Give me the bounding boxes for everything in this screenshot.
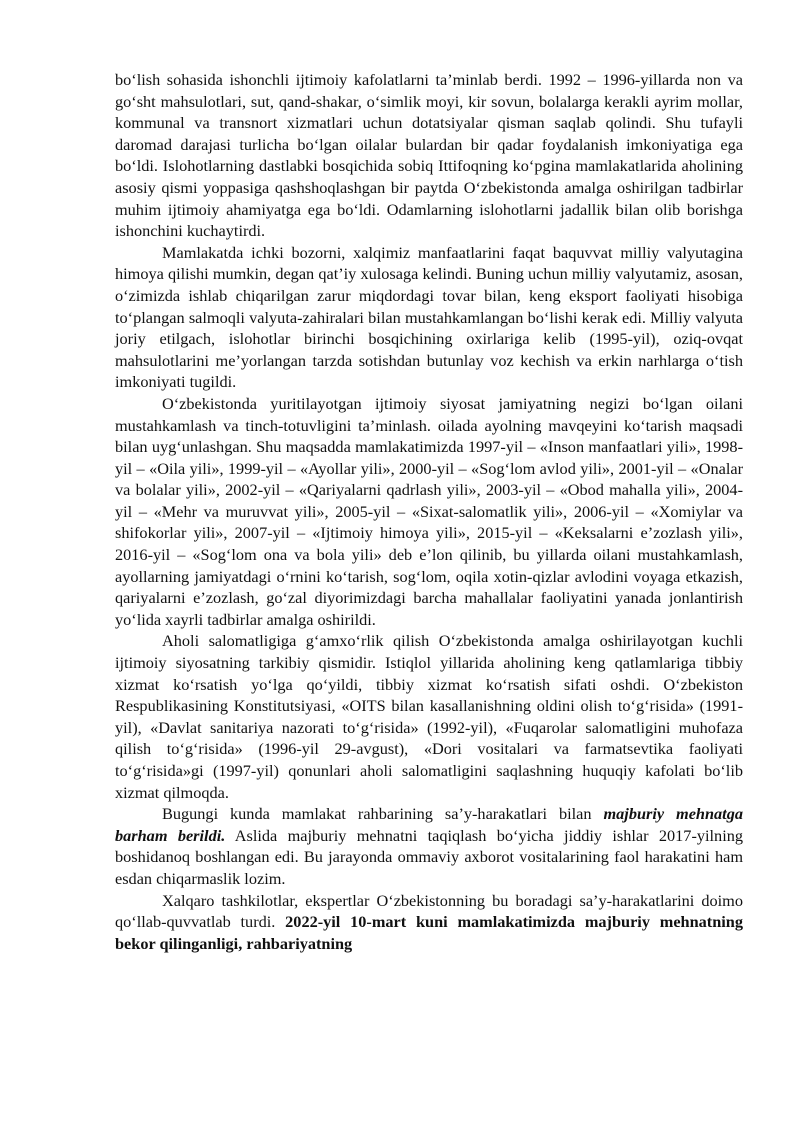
document-page [115,69,743,954]
international-support-lead-text: Xalqaro tashkilotlar, ekspertlar O‘zbekistonning bu boradagi sa’y-harakatlarini doimo qo‘llab-quvvatlab turdi. [115,890,743,932]
paragraph-international-support [115,890,743,955]
paragraph-forced-labor [115,803,743,889]
paragraph-family-policy: O‘zbekistonda yuritilayotgan ijtimoiy siyosat jamiyatning negizi bo‘lgan oilani mustahkamlash va tinch-totuvligini ta’minlash. oilada ayolning mavqeyini ko‘tarish maqsadi bilan uyg‘unlashgan. Shu maqsadda mamlakatimizda 1997-yil – «Inson manfaatlari yili», 1998-yil – «Oila yili», 1999-yil – «Ayollar yili», 2000-yil – «Sog‘lom avlod yili», 2001-yil – «Onalar va bolalar yili», 2002-yil – «Qariyalarni qadrlash yili», 2003-yil – «Obod mahalla yili», 2004-yil – «Mehr va muruvvat yili», 2005-yil – «Sixat-salomatlik yili», 2006-yil – «Xomiylar va shifokorlar yili», 2007-yil – «Ijtimoiy himoya yili», 2015-yil – «Keksalarni e’zozlash yili», 2016-yil – «Sog‘lom ona va bola yili» deb e’lon qilinib, bu yillarda oilani mustahkamlash, ayollarning jamiyatdagi o‘rnini ko‘tarish, sog‘lom, oqila xotin-qizlar avlodini voyaga etkazish, qariyalarni e’zozlash, go‘zal diyorimizdagi barcha mahallalar faoliyatini yanada jonlantirish yo‘lida xayrli tadbirlar amalga oshirildi. [115,393,743,629]
paragraph-social-guarantees: bo‘lish sohasida ishonchli ijtimoiy kafolatlarni ta’minlab berdi. 1992 – 1996-yillarda non va go‘sht mahsulotlari, sut, qand-shakar, o‘simlik moyi, kir sovun, bolalarga kerakli ayrim mollar, kommunal va transnort xizmatlari uchun dotatsiyalar qisman saqlab qolindi. Shu tufayli daromad darajasi turlicha bo‘lgan oilalar bulardan bir qadar foydalanish imkoniyatiga ega bo‘ldi. Islohotlarning dastlabki bosqichida sobiq Ittifoqning ko‘pgina mamlakatlarida aholining asosiy qismi yoppasiga qashshoqlashgan bir paytda O‘zbekistonda amalga oshirilgan tadbirlar muhim ijtimoiy ahamiyatga ega bo‘ldi. Odamlarning islohotlarni jadallik bilan olib borishga ishonchini kuchaytirdi. [115,70,743,241]
international-support-bold-text: 2022-yil 10-mart kuni mamlakatimizda majburiy mehnatning bekor qilinganligi, rahbariyatning [115,912,743,953]
forced-labor-emphasis: majburiy mehnatga barham berildi. [115,804,743,845]
paragraph-national-currency: Mamlakatda ichki bozorni, xalqimiz manfaatlarini faqat baquvvat milliy valyutagina himoya qilishi mumkin, degan qat’iy xulosaga kelindi. Buning uchun milliy valyutamiz, asosan, o‘zimizda ishlab chiqarilgan zarur miqdordagi tovar bilan, keng eksport faoliyati hisobiga to‘plangan salmoqli valyuta-zahiralari bilan mustahkamlangan bo‘lishi kerak edi. Milliy valyuta joriy etilgach, islohotlar birinchi bosqichining oxirlariga kelib (1995-yil), oziq-ovqat mahsulotlarini me’yorlangan tarzda sotishdan butunlay voz kechish va erkin narhlarga o‘tish imkoniyati tugildi. [115,242,743,392]
paragraph-public-health: Aholi salomatligiga g‘amxo‘rlik qilish O‘zbekistonda amalga oshirilayotgan kuchli ijtimoiy siyosatning tarkibiy qismidir. Istiqlol yillarida aholining keng qatlamlariga tibbiy xizmat ko‘rsatish yo‘lga qo‘yildi, tibbiy xizmat ko‘rsatish sifati oshdi. O‘zbekiston Respublikasining Konstitutsiyasi, «OITS bilan kasallanishning oldini olish to‘g‘risida» (1991-yil), «Davlat sanitariya nazorati to‘g‘risida» (1992-yil), «Fuqarolar salomatligini muhofaza qilish to‘g‘risida» (1996-yil 29-avgust), «Dori vositalari va farmatsevtika faoliyati to‘g‘risida»gi (1997-yil) qonunlari aholi salomatligini saqlashning huquqiy kafolati bo‘lib xizmat qilmoqda. [115,631,743,802]
forced-labor-lead-text: Bugungi kunda mamlakat rahbarining sa’y-harakatlari bilan [162,804,604,824]
forced-labor-tail-text: Aslida majburiy mehnatni taqiqlash bo‘yicha jiddiy ishlar 2017-yilning boshidanoq boshlangan edi. Bu jarayonda ommaviy axborot vositalarining faol harakatini ham esdan chiqarmaslik lozim. [115,825,743,888]
